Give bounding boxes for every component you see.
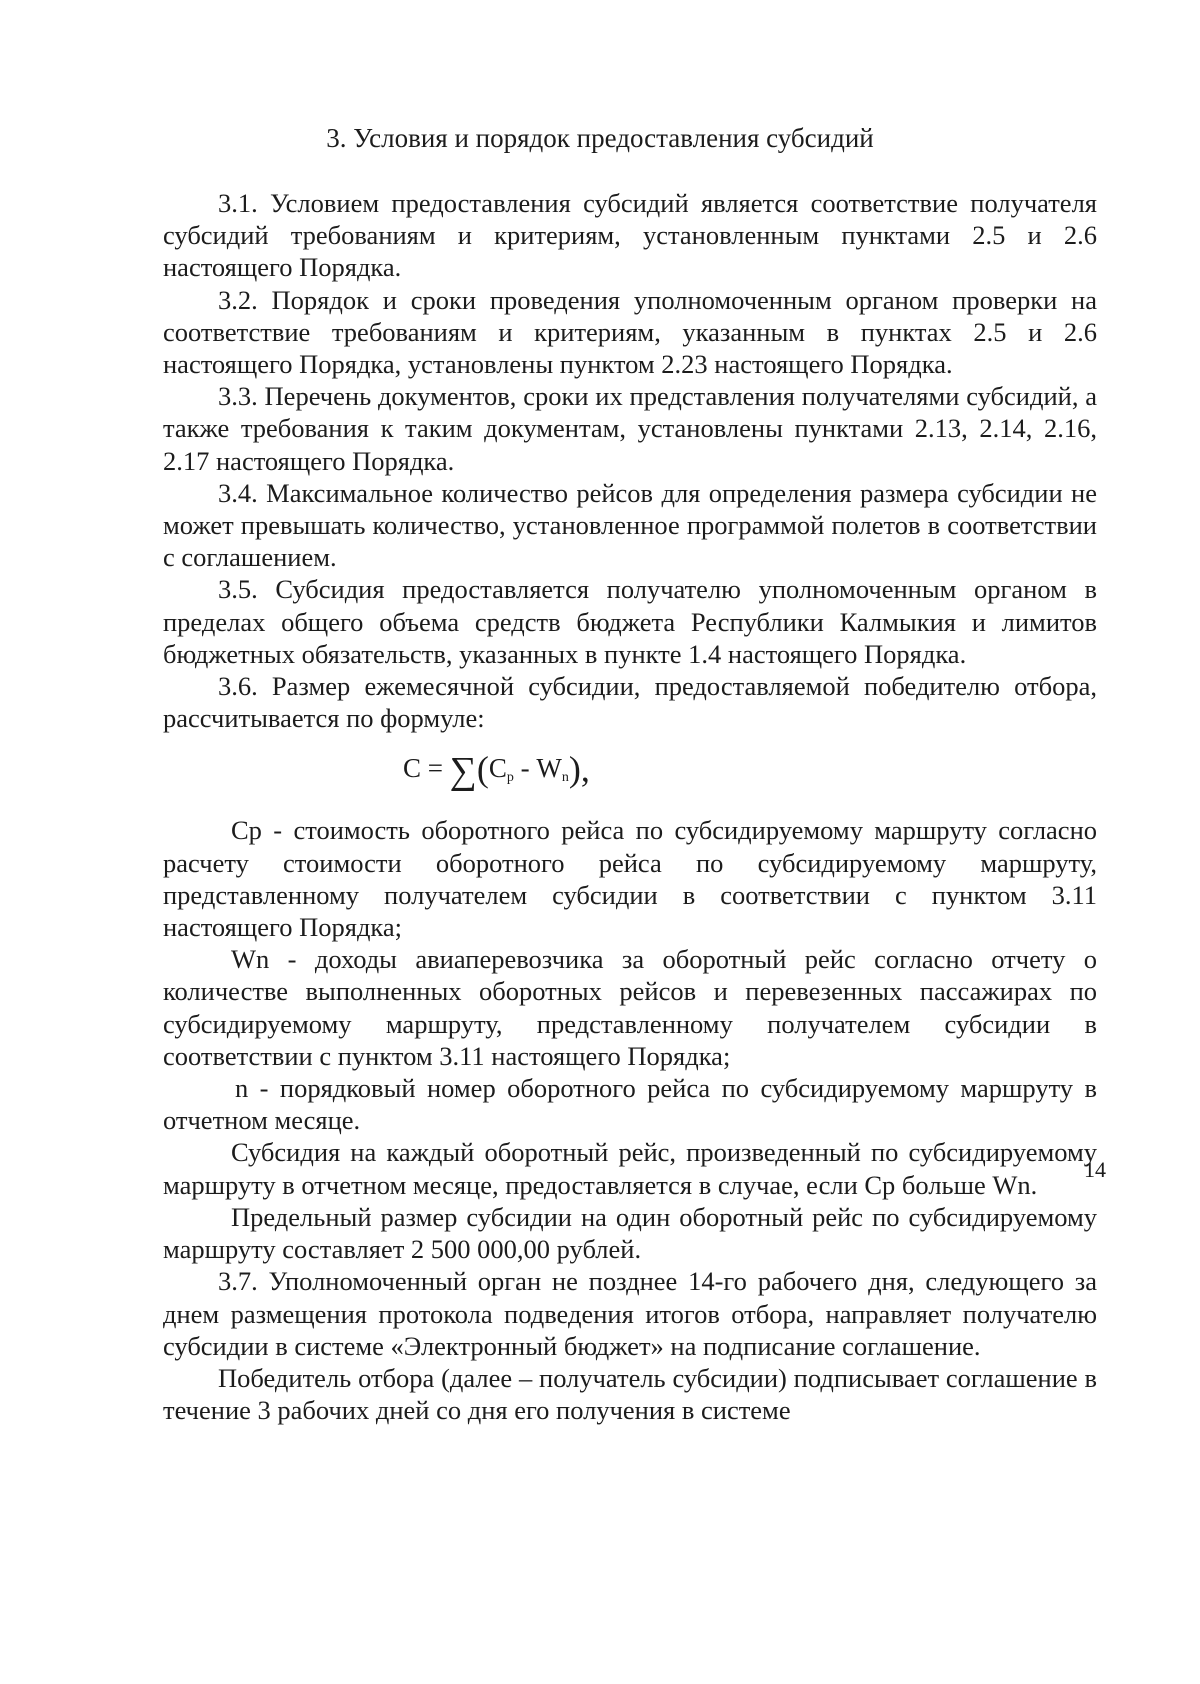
formula-close-paren: ),: [568, 749, 590, 790]
formula-cp-sub: р: [506, 770, 514, 786]
paragraph-3-1: 3.1. Условием предоставления субсидий является соответствие получателя субсидий требованиям и критериям, установленным пунктами 2.5 и 2.6 настоящего Порядка.: [163, 188, 1097, 283]
formula-wn: W: [536, 753, 562, 784]
subsidy-formula: [163, 734, 1097, 814]
paragraph-3-2: 3.2. Порядок и сроки проведения уполномоченным органом проверки на соответствие требованиям и критериям, указанным в пунктах 2.5 и 2.6 настоящего Порядка, установлены пунктом 2.23 настоящего Порядка.: [163, 284, 1097, 380]
page-number: 14: [1084, 1157, 1106, 1182]
paragraph-3-5: 3.5. Субсидия предоставляется получателю уполномоченным органом в пределах общего объема средств бюджета Республики Калмыкия и лимитов бюджетных обязательств, указанных в пункте 1.4 настоящего Порядка.: [163, 574, 1097, 669]
winner-signs-paragraph: Победитель отбора (далее – получатель субсидии) подписывает соглашение в течение 3 рабочих дней со дня его получения в системе: [163, 1362, 1097, 1426]
formula-wn-sub: n: [561, 770, 569, 786]
formula-cp: С: [488, 753, 507, 784]
definition-wn: Wn - доходы авиаперевозчика за оборотный рейс согласно отчету о количестве выполненных оборотных рейсов и перевезенных пассажирах по субсидируемому маршруту, представленному получателем субсидии в соответствии с пунктом 3.11 настоящего Порядка;: [163, 944, 1097, 1071]
definition-n: n - порядковый номер оборотного рейса по субсидируемому маршруту в отчетном месяце.: [163, 1073, 1097, 1136]
paragraph-3-6: 3.6. Размер ежемесячной субсидии, предоставляемой победителю отбора, рассчитывается по формуле:: [163, 671, 1097, 734]
formula-sigma: ∑: [449, 750, 477, 793]
paragraph-3-3: 3.3. Перечень документов, сроки их представления получателями субсидий, а также требования к таким документам, установлены пунктами 2.13, 2.14, 2.16, 2.17 настоящего Порядка.: [163, 381, 1097, 476]
section-heading: 3. Условия и порядок предоставления субсидий: [326, 123, 874, 153]
document-body: [163, 187, 1097, 1426]
formula-lhs: С: [403, 753, 422, 784]
subsidy-limit: Предельный размер субсидии на один оборотный рейс по субсидируемому маршруту составляет 2 500 000,00 рублей.: [163, 1201, 1097, 1265]
paragraph-3-4: 3.4. Максимальное количество рейсов для определения размера субсидии не может превышать количество, установленное программой полетов в соответствии с соглашением.: [163, 477, 1097, 573]
formula-minus: -: [520, 753, 530, 784]
paragraph-3-7: 3.7. Уполномоченный орган не позднее 14-го рабочего дня, следующего за днем размещения протокола подведения итогов отбора, направляет получателю субсидии в системе «Электронный бюджет» на подписание соглашение.: [163, 1266, 1097, 1361]
subsidy-condition: Субсидия на каждый оборотный рейс, произведенный по субсидируемому маршруту в отчетном месяце, предоставляется в случае, если Ср больше Wn.: [163, 1137, 1097, 1200]
formula-equals: =: [427, 753, 443, 784]
formula-open-paren: (: [476, 749, 489, 790]
definition-cp: Ср - стоимость оборотного рейса по субсидируемому маршруту согласно расчету стоимости оборотного рейса по субсидируемому маршруту, представленному получателем субсидии в соответствии с пунктом 3.11 настоящего Порядка;: [163, 815, 1097, 943]
